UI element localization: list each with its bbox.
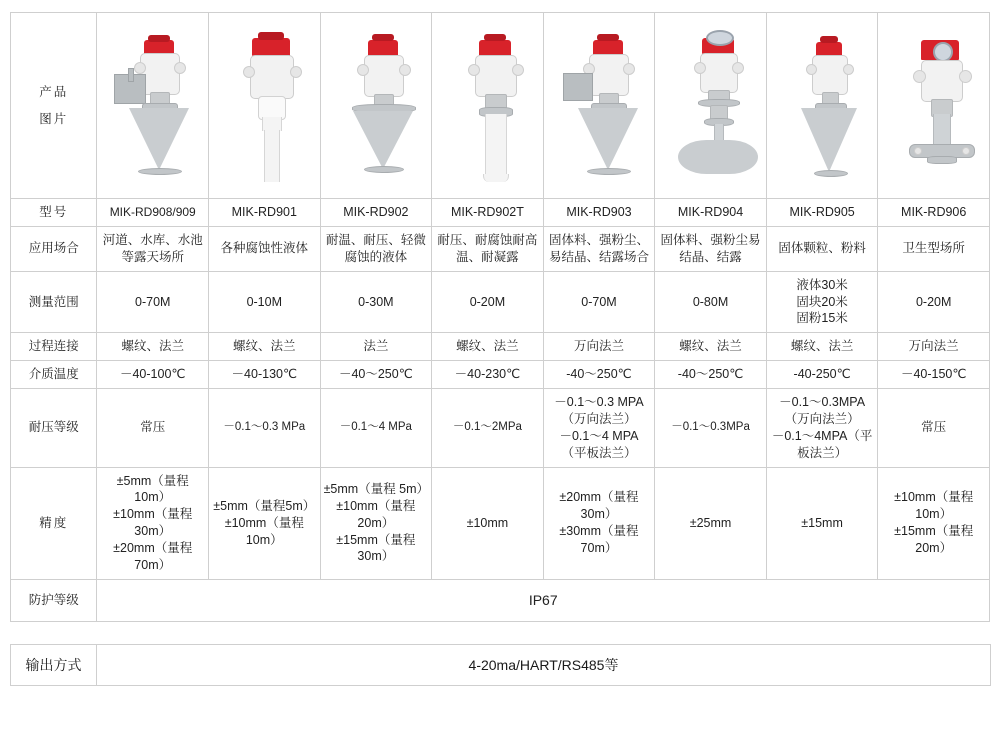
row-label-product-image-line2: 图片 (39, 111, 69, 126)
cell-model-2: MIK-RD902 (320, 199, 432, 227)
output-table (10, 644, 991, 686)
cell-range-2: 0-30M (320, 271, 432, 333)
cell-pressure-3: －0.1～2MPa (432, 389, 544, 468)
cell-accuracy-4-line1: ±20mm（量程 30m） (559, 490, 639, 522)
cell-pressure-5: －0.1～0.3MPa (655, 389, 767, 468)
cell-connection-5: 螺纹、法兰 (655, 333, 767, 361)
row-label-output: 输出方式 (11, 644, 97, 685)
table-spacer (10, 622, 990, 644)
cell-connection-2: 法兰 (320, 333, 432, 361)
table-row-pressure (11, 389, 990, 468)
product-image-cell-902t (432, 13, 544, 199)
product-image-cell-901 (209, 13, 321, 199)
cell-pressure-4-line4: （平板法兰） (561, 445, 637, 460)
cell-model-6: MIK-RD905 (766, 199, 878, 227)
cell-connection-1: 螺纹、法兰 (209, 333, 321, 361)
cell-accuracy-1-line1: ±5mm（量程5m） (213, 498, 316, 513)
device-illustration-905 (770, 18, 875, 193)
cell-accuracy-2-line1: ±5mm（量程 5m） (323, 481, 430, 496)
table-row-range (11, 271, 990, 333)
device-illustration-903 (547, 18, 652, 193)
cell-pressure-6-line1: －0.1～0.3MPA（万向法兰） (779, 395, 866, 426)
cell-accuracy-2 (320, 467, 432, 579)
cell-temperature-5: -40～250℃ (655, 361, 767, 389)
table-row-connection (11, 333, 990, 361)
cell-accuracy-1-line2: ±10mm（量程10m） (224, 515, 304, 547)
cell-pressure-0: 常压 (97, 389, 209, 468)
cell-application-1: 各种腐蚀性液体 (209, 226, 321, 271)
cell-temperature-2: －40～250℃ (320, 361, 432, 389)
cell-accuracy-2-line3: ±15mm（量程 30m） (336, 532, 416, 564)
cell-model-7: MIK-RD906 (878, 199, 990, 227)
cell-accuracy-2-line2: ±10mm（量程 20m） (336, 498, 416, 530)
device-illustration-908 (100, 18, 205, 193)
cell-connection-0: 螺纹、法兰 (97, 333, 209, 361)
device-illustration-904 (658, 18, 763, 193)
cell-range-0: 0-70M (97, 271, 209, 333)
product-image-cell-908 (97, 13, 209, 199)
row-label-application: 应用场合 (11, 226, 97, 271)
cell-accuracy-3: ±10mm (432, 467, 544, 579)
row-label-product-image (11, 13, 97, 199)
device-illustration-901 (212, 18, 317, 193)
cell-range-4: 0-70M (543, 271, 655, 333)
product-image-cell-902 (320, 13, 432, 199)
row-label-range: 测量范围 (11, 271, 97, 333)
cell-output-value: 4-20ma/HART/RS485等 (97, 644, 991, 685)
cell-pressure-1: －0.1～0.3 MPa (209, 389, 321, 468)
table-row-product-image (11, 13, 990, 199)
cell-temperature-7: －40-150℃ (878, 361, 990, 389)
table-row-accuracy (11, 467, 990, 579)
cell-model-4: MIK-RD903 (543, 199, 655, 227)
specification-table (10, 12, 990, 622)
row-label-model: 型号 (11, 199, 97, 227)
cell-pressure-6 (766, 389, 878, 468)
cell-application-4: 固体料、强粉尘、易结晶、结露场合 (543, 226, 655, 271)
device-illustration-902t (435, 18, 540, 193)
device-illustration-902 (324, 18, 429, 193)
cell-temperature-0: －40-100℃ (97, 361, 209, 389)
cell-pressure-4 (543, 389, 655, 468)
cell-accuracy-7-line1: ±10mm（量程10m） (894, 490, 974, 522)
cell-application-2: 耐温、耐压、轻微腐蚀的液体 (320, 226, 432, 271)
cell-pressure-2: －0.1～4 MPa (320, 389, 432, 468)
cell-model-1: MIK-RD901 (209, 199, 321, 227)
cell-accuracy-6: ±15mm (766, 467, 878, 579)
product-image-cell-906 (878, 13, 990, 199)
cell-accuracy-1 (209, 467, 321, 579)
cell-connection-6: 螺纹、法兰 (766, 333, 878, 361)
cell-accuracy-7 (878, 467, 990, 579)
product-image-cell-905 (766, 13, 878, 199)
cell-range-7: 0-20M (878, 271, 990, 333)
cell-application-3: 耐压、耐腐蚀耐高温、耐凝露 (432, 226, 544, 271)
row-label-connection: 过程连接 (11, 333, 97, 361)
product-image-cell-903 (543, 13, 655, 199)
cell-accuracy-5: ±25mm (655, 467, 767, 579)
table-row-model (11, 199, 990, 227)
cell-accuracy-7-line2: ±15mm（量程20m） (894, 524, 974, 555)
cell-protection-value: IP67 (97, 579, 990, 621)
cell-range-1: 0-10M (209, 271, 321, 333)
cell-range-3: 0-20M (432, 271, 544, 333)
row-label-accuracy: 精度 (11, 467, 97, 579)
cell-application-5: 固体料、强粉尘易结晶、结露 (655, 226, 767, 271)
cell-accuracy-0 (97, 467, 209, 579)
cell-accuracy-4-line2: ±30mm（量程70m） (559, 524, 639, 555)
cell-model-0: MIK-RD908/909 (97, 199, 209, 227)
cell-range-6-line3: 固粉15米 (796, 311, 848, 326)
row-label-temperature: 介质温度 (11, 361, 97, 389)
cell-application-0: 河道、水库、水池等露天场所 (97, 226, 209, 271)
row-label-protection: 防护等级 (11, 579, 97, 621)
cell-temperature-6: -40-250℃ (766, 361, 878, 389)
cell-temperature-1: －40-130℃ (209, 361, 321, 389)
row-label-product-image-line1: 产品 (39, 84, 69, 99)
table-row-protection (11, 579, 990, 621)
cell-connection-3: 螺纹、法兰 (432, 333, 544, 361)
row-label-pressure: 耐压等级 (11, 389, 97, 468)
device-illustration-906 (881, 18, 986, 193)
cell-temperature-4: -40～250℃ (543, 361, 655, 389)
table-row-output (11, 644, 991, 685)
cell-pressure-4-line1: －0.1～0.3 MPA (554, 395, 644, 409)
cell-model-3: MIK-RD902T (432, 199, 544, 227)
product-image-cell-904 (655, 13, 767, 199)
cell-temperature-3: －40-230℃ (432, 361, 544, 389)
cell-connection-7: 万向法兰 (878, 333, 990, 361)
cell-range-6-line1: 液体30米 (796, 277, 848, 292)
cell-application-6: 固体颗粒、粉料 (766, 226, 878, 271)
cell-pressure-6-line2: －0.1～4MPA（平板法兰） (771, 428, 873, 460)
cell-model-5: MIK-RD904 (655, 199, 767, 227)
cell-pressure-4-line3: －0.1～4 MPA (559, 428, 639, 443)
cell-accuracy-0-line1: ±5mm（量程 10m） (116, 473, 189, 505)
cell-range-6 (766, 271, 878, 333)
cell-pressure-4-line2: （万向法兰） (561, 411, 637, 426)
cell-range-6-line2: 固块20米 (796, 294, 848, 309)
cell-pressure-7: 常压 (878, 389, 990, 468)
cell-application-7: 卫生型场所 (878, 226, 990, 271)
cell-accuracy-4 (543, 467, 655, 579)
cell-accuracy-0-line3: ±20mm（量程 70m） (113, 541, 193, 572)
table-row-temperature (11, 361, 990, 389)
cell-range-5: 0-80M (655, 271, 767, 333)
cell-connection-4: 万向法兰 (543, 333, 655, 361)
table-row-application (11, 226, 990, 271)
cell-accuracy-0-line2: ±10mm（量程 30m） (113, 507, 193, 539)
